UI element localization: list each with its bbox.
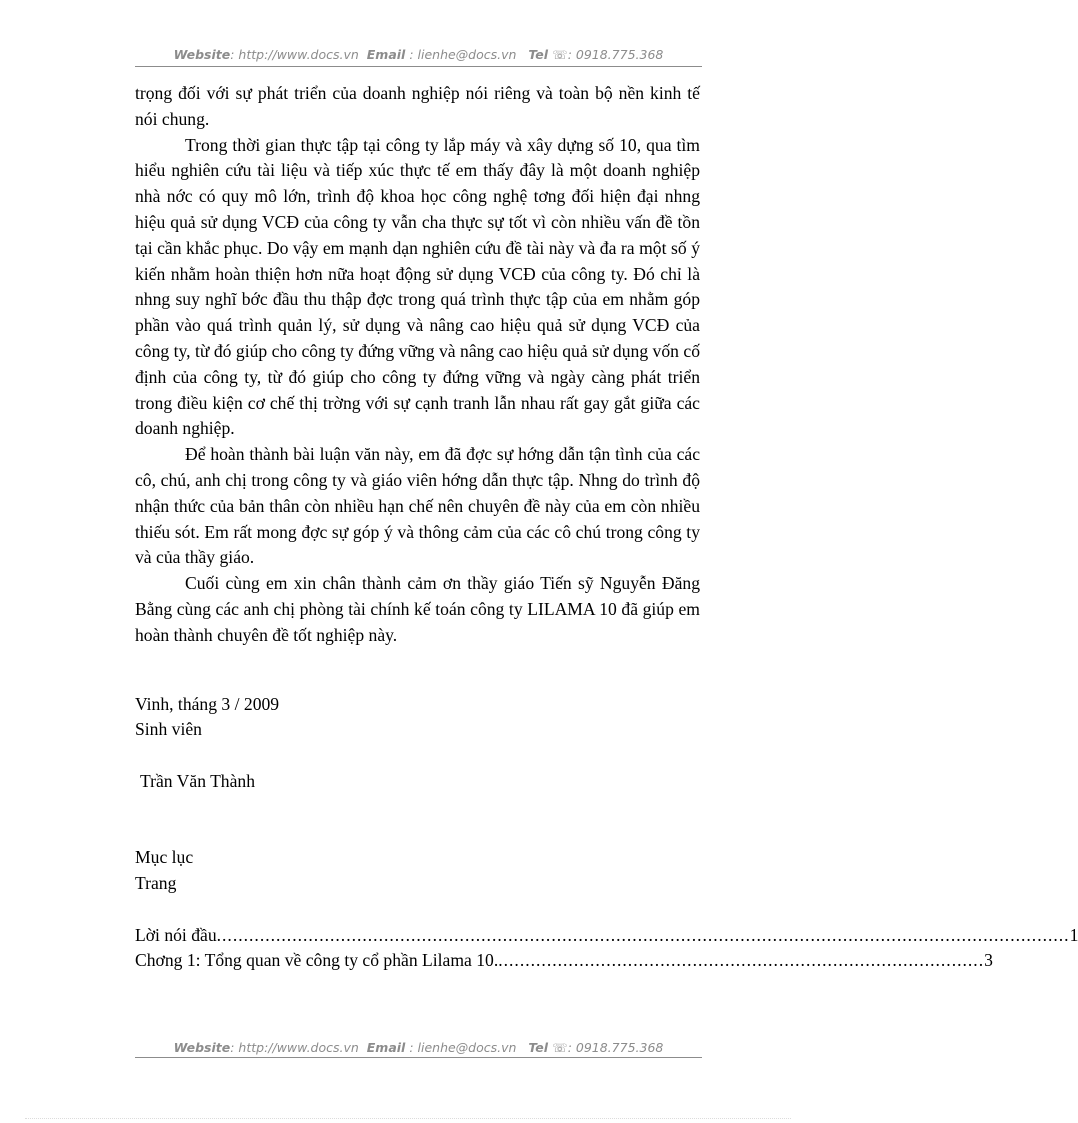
- toc-title: Mục lục: [135, 847, 194, 867]
- toc-entry-dots: ..........................................................................................: [498, 950, 985, 970]
- website-value: : http://www.docs.vn: [230, 1040, 359, 1055]
- phone-icon: ☏: [552, 47, 568, 62]
- toc-entry-dots: ..............................................................................................................................................................: [216, 925, 1070, 945]
- email-value: : lienhe@docs.vn: [409, 47, 517, 62]
- toc-entry[interactable]: [135, 948, 993, 973]
- paragraph: Cuối cùng em xin chân thành cảm ơn thầy giáo Tiến sỹ Nguyễn Đăng Bằng cùng các anh chị phòng tài chính kế toán công ty LILAMA 10 đã giúp em hoàn thành chuyên đề tốt nghiệp này.: [135, 573, 700, 645]
- body-text: [135, 81, 700, 649]
- email-value: : lienhe@docs.vn: [409, 1040, 517, 1055]
- email-label: Email: [366, 1040, 406, 1055]
- place-date: Vinh, tháng 3 / 2009: [135, 694, 280, 714]
- website-label: Website: [173, 47, 231, 62]
- signer-role: Sinh viên: [135, 719, 202, 739]
- website-value: : http://www.docs.vn: [230, 47, 359, 62]
- toc-entry-label: Lời nói đầu: [135, 925, 217, 945]
- page-bottom-divider: [25, 1118, 791, 1119]
- toc-entry-page: 3: [984, 950, 993, 970]
- signer-name: Trần Văn Thành: [140, 771, 256, 791]
- phone-icon: ☏: [552, 1040, 568, 1055]
- tel-label: Tel: [528, 1040, 549, 1055]
- toc-entry-page: 1: [1069, 925, 1078, 945]
- toc-page-label: Trang: [135, 873, 177, 893]
- paragraph: Trong thời gian thực tập tại công ty lắp máy và xây dựng số 10, qua tìm hiểu nghiên cứu tài liệu và tiếp xúc thực tế em thấy đây là một doanh nghiệp nhà nớc có quy mô lớn, trình độ khoa học công nghệ tơng đối hiện đại nhng hiệu quả sử dụng VCĐ của công ty vẫn cha thực sự tốt vì còn nhiều vấn đề tồn tại cần khắc phục. Do vậy em mạnh dạn nghiên cứu đề tài này và đa ra một số ý kiến nhằm hoàn thiện hơn nữa hoạt động sử dụng VCĐ của công ty. Đó chỉ là nhng suy nghĩ bớc đầu thu thập đợc trong quá trình thực tập của em nhằm góp phần vào quá trình quản lý, sử dụng và nâng cao hiệu quả sử dụng VCĐ của công ty, từ đó giúp cho công ty đứng vững và nâng cao hiệu quả sử dụng vốn cố định của công ty, từ đó giúp cho công ty đứng vững và ngày càng phát triển trong điều kiện cơ chế thị trờng với sự cạnh tranh lẫn nhau rất gay gắt giữa các doanh nghiệp.: [135, 134, 700, 439]
- paragraph: Để hoàn thành bài luận văn này, em đã đợc sự hớng dẫn tận tình của các cô, chú, anh chị trong công ty và giáo viên hớng dẫn thực tập. Nhng do trình độ nhận thức của bản thân còn nhiều hạn chế nên chuyên đề này của em còn nhiều thiếu sót. Em rất mong đợc sự góp ý và thông cảm của các cô chú trong công ty và của thầy giáo.: [135, 444, 700, 568]
- paragraph: trọng đối với sự phát triển của doanh nghiệp nói riêng và toàn bộ nền kinh tế nói chung.: [135, 83, 700, 129]
- toc-entry[interactable]: [135, 923, 1078, 948]
- tel-label: Tel: [528, 47, 549, 62]
- tel-value: : 0918.775.368: [567, 1040, 664, 1055]
- page-footer: [135, 1040, 702, 1058]
- email-label: Email: [366, 47, 406, 62]
- tel-value: : 0918.775.368: [567, 47, 664, 62]
- website-label: Website: [173, 1040, 231, 1055]
- toc-entry-label: Chơng 1: Tổng quan về công ty cổ phần Lilama 10.: [135, 950, 499, 970]
- page-header: [135, 47, 702, 67]
